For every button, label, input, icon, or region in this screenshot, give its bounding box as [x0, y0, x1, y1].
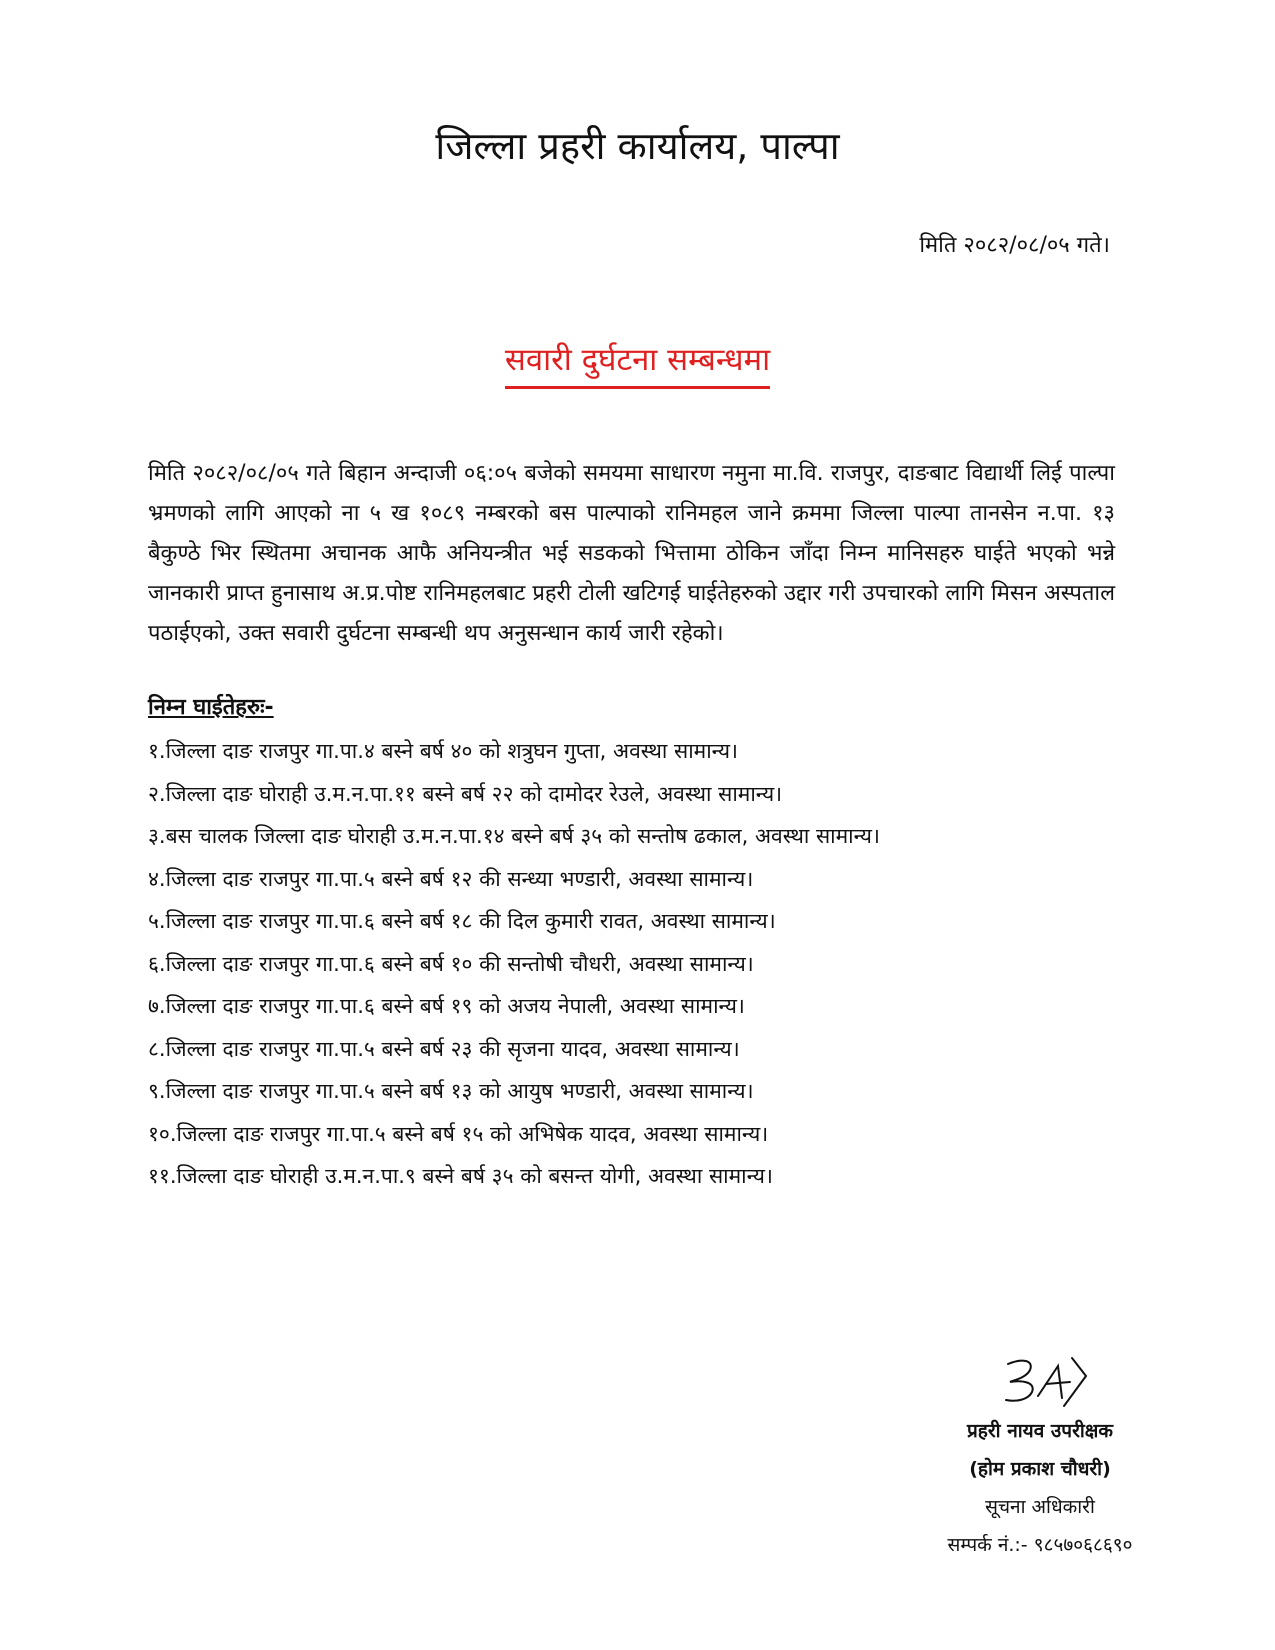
- subject-heading: [0, 338, 1275, 389]
- injured-list-heading: निम्न घाईतेहरुः-: [148, 695, 274, 720]
- injured-item: ४.जिल्ला दाङ राजपुर गा.पा.५ बस्ने बर्ष १२ की सन्ध्या भण्डारी, अवस्था सामान्य।: [148, 866, 754, 891]
- handwritten-signature: [1000, 1352, 1100, 1408]
- signatory-name: (होम प्रकाश चौधरी): [969, 1458, 1111, 1480]
- office-title: जिल्ला प्रहरी कार्यालय, पाल्पा: [435, 124, 840, 168]
- signatory-role: सूचना अधिकारी: [985, 1496, 1095, 1518]
- body-paragraph: मिति २०८२/०८/०५ गते बिहान अन्दाजी ०६:०५ बजेको समयमा साधारण नमुना मा.वि. राजपुर, दाङबाट विद्यार्थी लिई पाल्पा भ्रमणको लागि आएको ना ५ ख १०८९ नम्बरको बस पाल्पाको रानिमहल जाने क्रममा जिल्ला पाल्पा तानसेन न.पा. १३ बैकुण्ठे भिर स्थितमा अचानक आफै अनियन्त्रीत भई सडकको भित्तामा ठोकिन जाँदा निम्न मानिसहरु घाईते भएको भन्ने जानकारी प्राप्त हुनासाथ अ.प्र.पोष्ट रानिमहलबाट प्रहरी टोली खटिगई घाईतेहरुको उद्दार गरी उपचारको लागि मिसन अस्पताल पठाईएको, उक्त सवारी दुर्घटना सम्बन्धी थप अनुसन्धान कार्य जारी रहेको।: [148, 461, 1115, 646]
- date-line: मिति २०८२/०८/०५ गते।: [919, 233, 1110, 258]
- injured-item: १०.जिल्ला दाङ राजपुर गा.पा.५ बस्ने बर्ष १५ को अभिषेक यादव, अवस्था सामान्य।: [148, 1121, 769, 1146]
- injured-item: ३.बस चालक जिल्ला दाङ घोराही उ.म.न.पा.१४ बस्ने बर्ष ३५ को सन्तोष ढकाल, अवस्था सामान्य।: [148, 824, 880, 848]
- injured-item: ८.जिल्ला दाङ राजपुर गा.पा.५ बस्ने बर्ष २३ की सृजना यादव, अवस्था सामान्य।: [148, 1036, 740, 1061]
- injured-item: १.जिल्ला दाङ राजपुर गा.पा.४ बस्ने बर्ष ४० को शत्रुघन गुप्ता, अवस्था सामान्य।: [148, 739, 738, 763]
- subject-text: सवारी दुर्घटना सम्बन्धमा: [505, 338, 770, 389]
- signature-block: [900, 1412, 1180, 1564]
- injured-item: ७.जिल्ला दाङ राजपुर गा.पा.६ बस्ने बर्ष १९ को अजय नेपाली, अवस्था सामान्य।: [148, 994, 745, 1018]
- injured-item: ६.जिल्ला दाङ राजपुर गा.पा.६ बस्ने बर्ष १० की सन्तोषी चौधरी, अवस्था सामान्य।: [148, 951, 754, 976]
- signatory-contact: सम्पर्क नं.:- ९८५७०६८६९०: [947, 1534, 1133, 1556]
- signatory-rank: प्रहरी नायव उपरीक्षक: [967, 1420, 1113, 1442]
- injured-item: ९.जिल्ला दाङ राजपुर गा.पा.५ बस्ने बर्ष १३ को आयुष भण्डारी, अवस्था सामान्य।: [148, 1079, 754, 1103]
- injured-list: [148, 730, 1128, 1198]
- injured-item: २.जिल्ला दाङ घोराही उ.म.न.पा.११ बस्ने बर्ष २२ को दामोदर रेउले, अवस्था सामान्य।: [148, 781, 783, 806]
- injured-item: ११.जिल्ला दाङ घोराही उ.म.न.पा.९ बस्ने बर्ष ३५ को बसन्त योगी, अवस्था सामान्य।: [148, 1164, 773, 1188]
- injured-item: ५.जिल्ला दाङ राजपुर गा.पा.६ बस्ने बर्ष १८ की दिल कुमारी रावत, अवस्था सामान्य।: [148, 909, 776, 933]
